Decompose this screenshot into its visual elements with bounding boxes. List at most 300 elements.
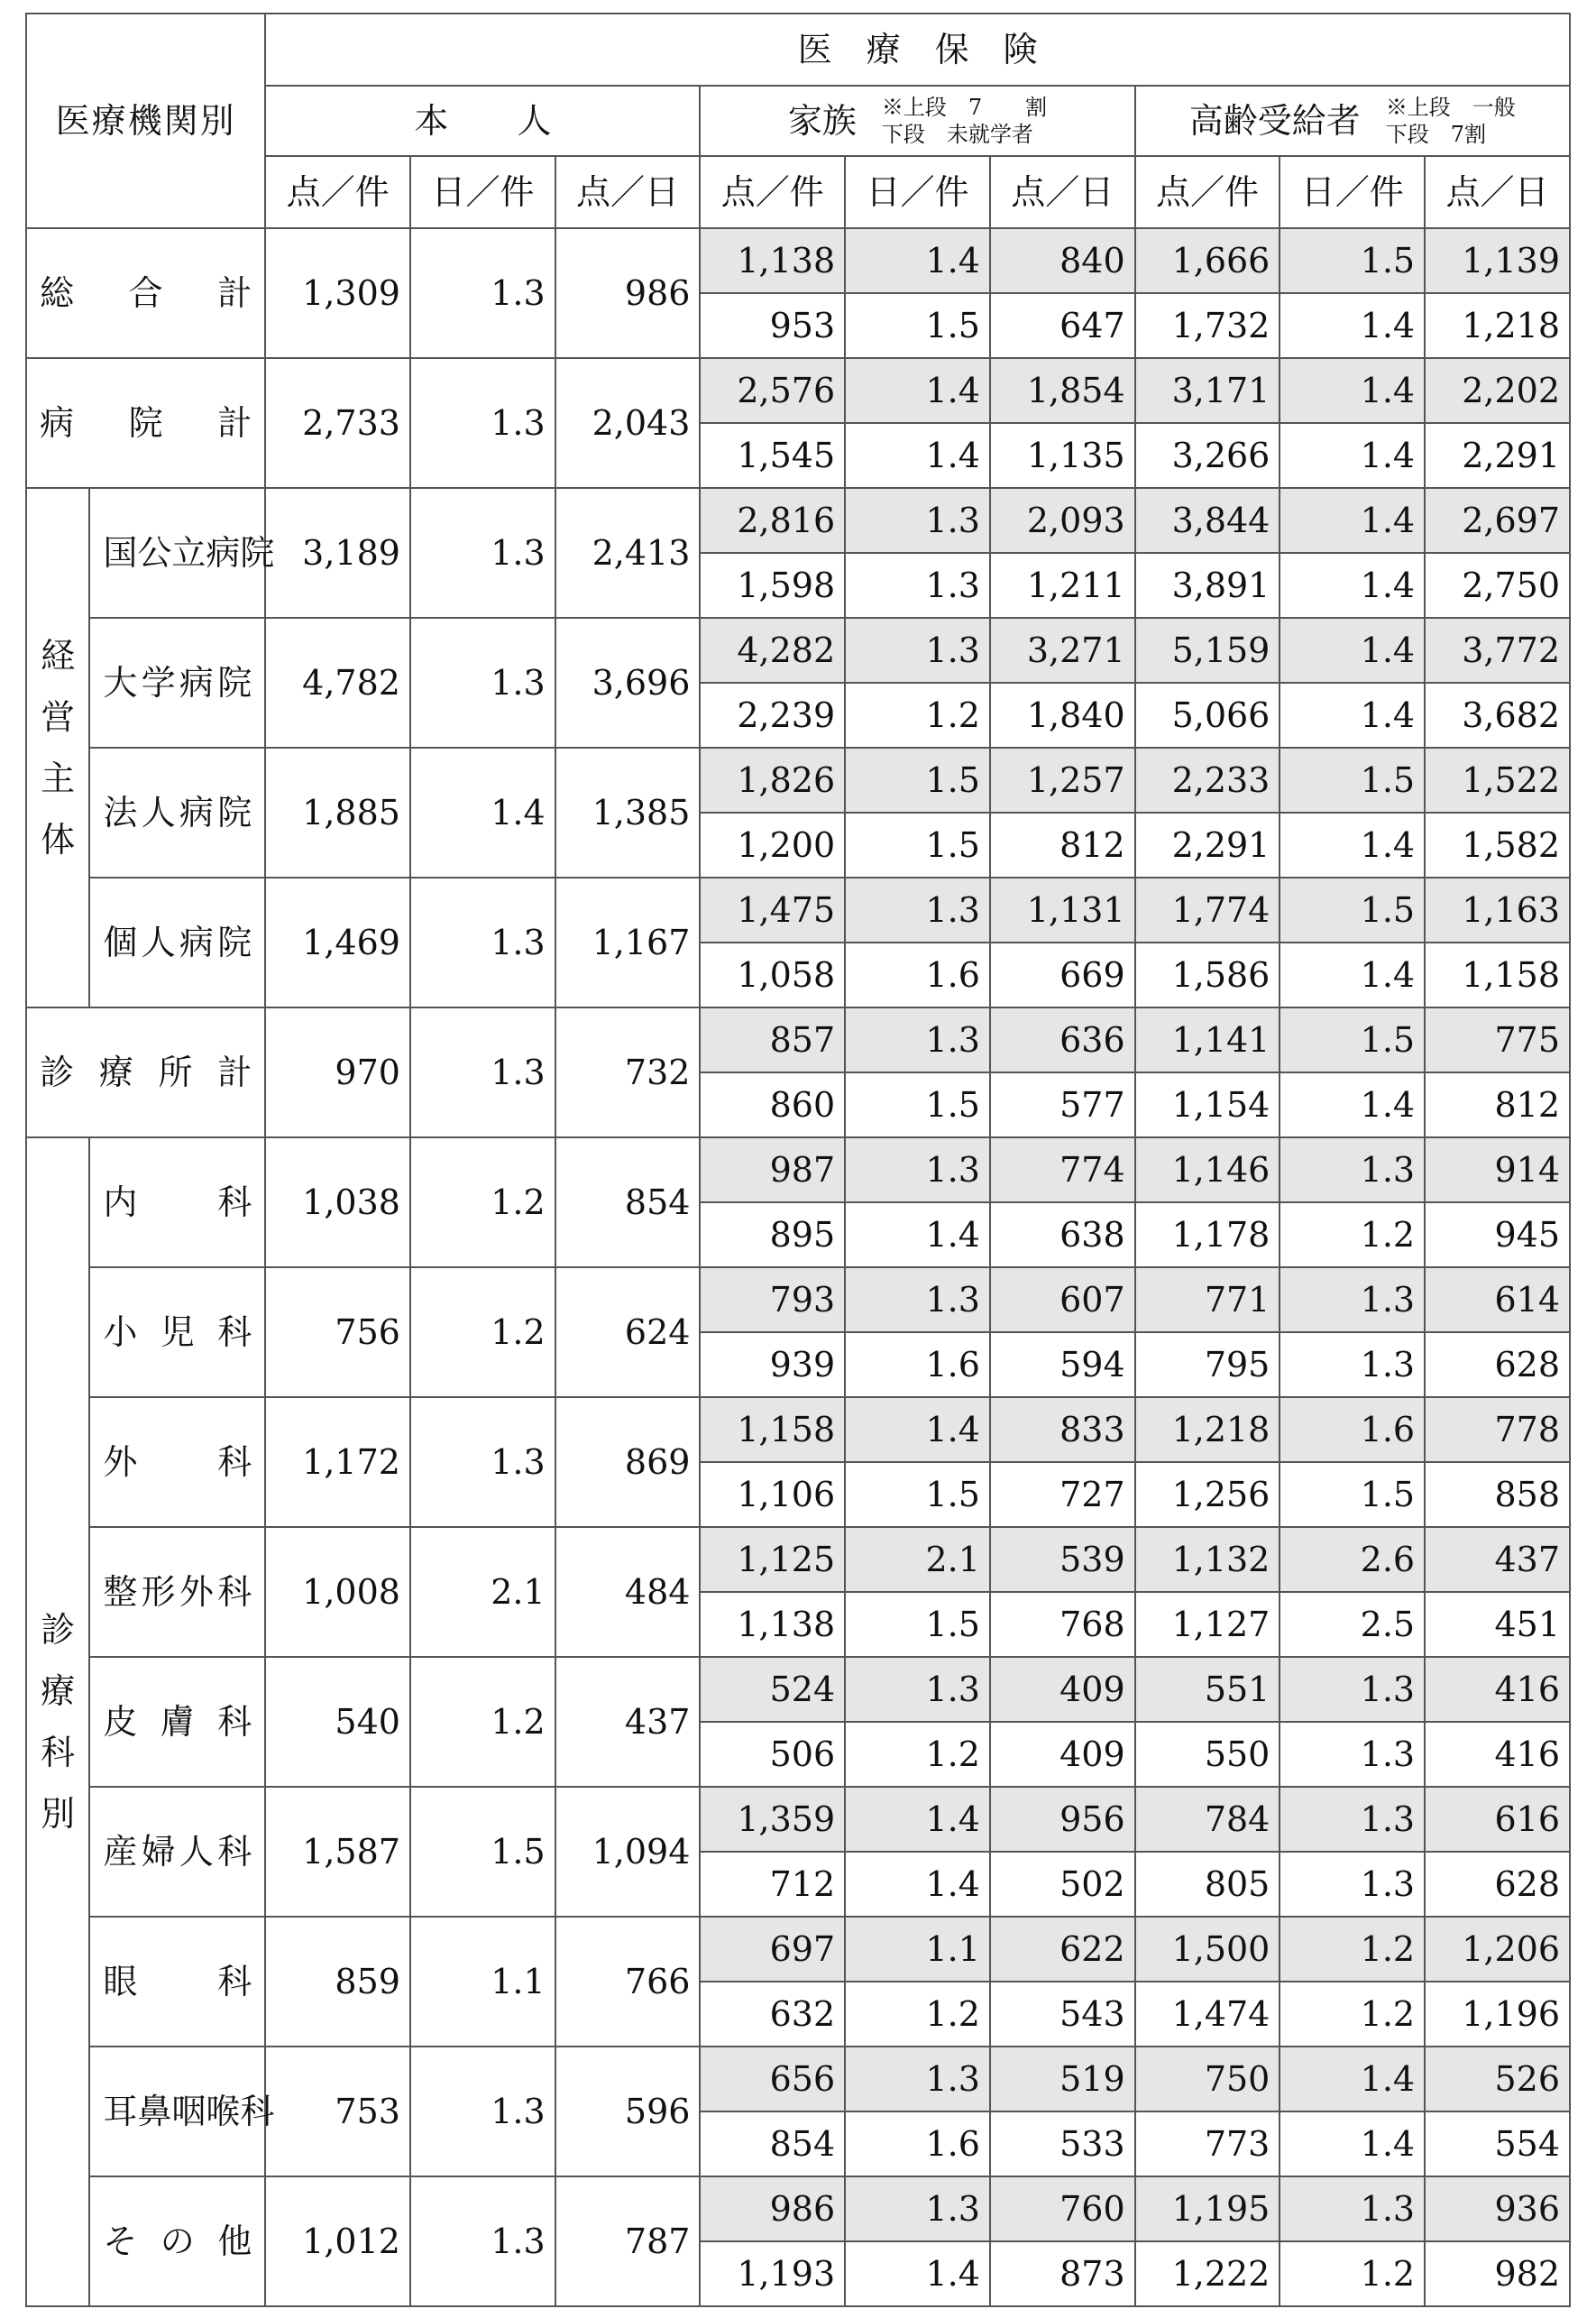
table-row — [26, 1657, 1570, 1722]
korei-bottom-cell: 1,158 — [1425, 943, 1570, 1007]
table-row — [26, 1397, 1570, 1462]
honnin-cell: 1.3 — [410, 2047, 555, 2176]
kazoku-top-cell: 1.1 — [845, 1917, 990, 1982]
kazoku-bottom-cell: 1,840 — [990, 683, 1135, 748]
korei-top-cell: 616 — [1425, 1787, 1570, 1852]
kazoku-bottom-cell: 768 — [990, 1592, 1135, 1657]
korei-top-cell: 1,163 — [1425, 878, 1570, 943]
kazoku-top-cell: 760 — [990, 2176, 1135, 2241]
kazoku-top-cell: 1.4 — [845, 228, 990, 293]
row-label-cell — [89, 2047, 275, 2176]
row-label: 外 科 — [103, 1442, 252, 1482]
kazoku-header — [700, 86, 1134, 156]
korei-bottom-cell: 1.4 — [1280, 1072, 1425, 1137]
honnin-cell: 1,309 — [265, 228, 410, 358]
row-label: 小 児 科 — [103, 1312, 252, 1352]
korei-top-cell: 1,522 — [1425, 748, 1570, 813]
row-label-cell — [89, 748, 265, 878]
kazoku-bottom-cell: 647 — [990, 293, 1135, 358]
korei-bottom-cell: 945 — [1425, 1202, 1570, 1267]
table-row — [26, 1007, 1570, 1072]
kazoku-bottom-cell: 1.5 — [845, 293, 990, 358]
table-row — [26, 358, 1570, 423]
korei-top-cell: 1.3 — [1280, 1267, 1425, 1332]
kazoku-top-cell: 539 — [990, 1527, 1135, 1592]
kazoku-top-cell: 793 — [700, 1267, 845, 1332]
korei-top-cell: 914 — [1425, 1137, 1570, 1202]
korei-top-cell: 750 — [1135, 2047, 1280, 2111]
kazoku-top-cell: 2.1 — [845, 1527, 990, 1592]
table-row — [26, 748, 1570, 813]
korei-top-cell: 1.4 — [1280, 2047, 1425, 2111]
honnin-header — [265, 86, 700, 156]
row-label-cell — [26, 358, 265, 488]
honnin-cell: 1.3 — [410, 358, 555, 488]
honnin-cell: 1,094 — [555, 1787, 701, 1917]
korei-top-cell: 1.4 — [1280, 358, 1425, 423]
korei-top-cell: 936 — [1425, 2176, 1570, 2241]
unit-header-cell: 点／日 — [990, 156, 1135, 228]
korei-top-cell: 1.3 — [1280, 1137, 1425, 1202]
kazoku-top-cell: 524 — [700, 1657, 845, 1722]
unit-header-cell: 日／件 — [1280, 156, 1425, 228]
korei-top-cell: 784 — [1135, 1787, 1280, 1852]
korei-note-bottom: 下段 7割 — [1385, 122, 1487, 147]
kazoku-top-cell: 986 — [700, 2176, 845, 2241]
unit-header-cell: 点／件 — [265, 156, 410, 228]
kazoku-top-cell: 1,257 — [990, 748, 1135, 813]
unit-header-cell: 点／件 — [1135, 156, 1280, 228]
korei-top-cell: 1.3 — [1280, 1787, 1425, 1852]
kazoku-bottom-cell: 1.5 — [845, 1592, 990, 1657]
keiei-group-label — [26, 488, 89, 1007]
honnin-cell: 1,172 — [265, 1397, 410, 1527]
row-label-header-text: 医療機関別 — [55, 101, 236, 141]
kazoku-top-cell: 3,271 — [990, 618, 1135, 683]
kazoku-bottom-cell: 1.2 — [845, 1982, 990, 2047]
row-label: 皮 膚 科 — [103, 1702, 252, 1742]
honnin-cell: 732 — [555, 1007, 701, 1137]
kazoku-top-cell: 840 — [990, 228, 1135, 293]
kazoku-top-cell: 1.4 — [845, 358, 990, 423]
korei-bottom-cell: 1.2 — [1280, 1982, 1425, 2047]
row-label-cell — [89, 1657, 265, 1787]
korei-bottom-cell: 1.4 — [1280, 683, 1425, 748]
kazoku-bottom-cell: 669 — [990, 943, 1135, 1007]
kazoku-top-cell: 1,475 — [700, 878, 845, 943]
row-label: 産 婦 人 科 — [103, 1832, 252, 1872]
korei-bottom-cell: 1.4 — [1280, 553, 1425, 618]
kazoku-top-cell: 1,158 — [700, 1397, 845, 1462]
row-label-cell — [89, 1527, 265, 1657]
kazoku-bottom-cell: 533 — [990, 2111, 1135, 2176]
honnin-cell: 970 — [265, 1007, 410, 1137]
insurance-header — [265, 14, 1570, 86]
kazoku-bottom-cell: 1,193 — [700, 2241, 845, 2306]
kazoku-top-cell: 2,093 — [990, 488, 1135, 553]
korei-top-cell: 1,218 — [1135, 1397, 1280, 1462]
kazoku-bottom-cell: 1.2 — [845, 1722, 990, 1787]
korei-top-cell: 1,132 — [1135, 1527, 1280, 1592]
korei-bottom-cell: 1.3 — [1280, 1852, 1425, 1917]
korei-top-cell: 1,206 — [1425, 1917, 1570, 1982]
table-row — [26, 2047, 1570, 2111]
korei-top-cell: 1,139 — [1425, 228, 1570, 293]
kazoku-bottom-cell: 1.4 — [845, 1202, 990, 1267]
row-label-cell — [89, 488, 275, 618]
kazoku-bottom-cell: 895 — [700, 1202, 845, 1267]
kazoku-top-cell: 656 — [700, 2047, 845, 2111]
korei-bottom-cell: 1,582 — [1425, 813, 1570, 878]
korei-top-cell: 1.5 — [1280, 228, 1425, 293]
korei-top-cell: 771 — [1135, 1267, 1280, 1332]
table-row — [26, 1137, 1570, 1202]
korei-top-cell: 1.5 — [1280, 878, 1425, 943]
korei-bottom-cell: 628 — [1425, 1332, 1570, 1397]
honnin-cell: 1.2 — [410, 1137, 555, 1267]
kazoku-bottom-cell: 1.6 — [845, 943, 990, 1007]
honnin-cell: 1.3 — [410, 1397, 555, 1527]
korei-top-cell: 614 — [1425, 1267, 1570, 1332]
kazoku-bottom-cell: 1,598 — [700, 553, 845, 618]
table-row — [26, 618, 1570, 683]
kazoku-bottom-cell: 1.5 — [845, 1462, 990, 1527]
korei-bottom-cell: 1.2 — [1280, 2241, 1425, 2306]
korei-header — [1135, 86, 1570, 156]
shinryo-group-label — [26, 1137, 89, 2306]
kazoku-top-cell: 1.3 — [845, 1137, 990, 1202]
row-label-cell — [89, 1397, 265, 1527]
kazoku-top-cell: 4,282 — [700, 618, 845, 683]
honnin-cell: 787 — [555, 2176, 701, 2306]
korei-top-cell: 1.5 — [1280, 748, 1425, 813]
kazoku-bottom-cell: 953 — [700, 293, 845, 358]
honnin-cell: 3,189 — [265, 488, 410, 618]
kazoku-top-cell: 1,359 — [700, 1787, 845, 1852]
korei-top-cell: 2,233 — [1135, 748, 1280, 813]
row-label: 耳 鼻 咽 喉 科 — [103, 2092, 275, 2131]
statistics-sheet — [25, 13, 1571, 2295]
row-label: 眼 科 — [103, 1962, 252, 2001]
row-label: そ の 他 — [103, 2222, 252, 2261]
korei-bottom-cell: 1.4 — [1280, 2111, 1425, 2176]
korei-top-cell: 1.5 — [1280, 1007, 1425, 1072]
korei-top-cell: 1.3 — [1280, 1657, 1425, 1722]
korei-top-cell: 3,844 — [1135, 488, 1280, 553]
kazoku-note-bottom: 下段 未就学者 — [881, 122, 1033, 147]
kazoku-bottom-cell: 1.4 — [845, 1852, 990, 1917]
honnin-cell: 437 — [555, 1657, 701, 1787]
honnin-cell: 854 — [555, 1137, 701, 1267]
kazoku-bottom-cell: 1.6 — [845, 2111, 990, 2176]
kazoku-top-cell: 1.3 — [845, 2047, 990, 2111]
unit-header-cell: 点／日 — [1425, 156, 1570, 228]
row-label: 個 人 病 院 — [103, 923, 252, 962]
kazoku-top-cell: 1.3 — [845, 618, 990, 683]
korei-top-cell: 1,195 — [1135, 2176, 1280, 2241]
korei-bottom-cell: 1,218 — [1425, 293, 1570, 358]
honnin-cell: 484 — [555, 1527, 701, 1657]
table-row — [26, 1267, 1570, 1332]
honnin-cell: 1.3 — [410, 618, 555, 748]
honnin-cell: 1,469 — [265, 878, 410, 1007]
kazoku-top-cell: 519 — [990, 2047, 1135, 2111]
korei-bottom-cell: 2,291 — [1135, 813, 1280, 878]
kazoku-bottom-cell: 543 — [990, 1982, 1135, 2047]
shinryo-group-char: 療 — [41, 1671, 76, 1711]
korei-bottom-cell: 1.3 — [1280, 1332, 1425, 1397]
korei-top-cell: 1.4 — [1280, 488, 1425, 553]
honnin-cell: 1.4 — [410, 748, 555, 878]
kazoku-top-cell: 2,816 — [700, 488, 845, 553]
korei-bottom-cell: 773 — [1135, 2111, 1280, 2176]
row-label-cell — [89, 618, 265, 748]
kazoku-bottom-cell: 1.5 — [845, 1072, 990, 1137]
unit-header-cell: 日／件 — [410, 156, 555, 228]
honnin-cell: 1,587 — [265, 1787, 410, 1917]
kazoku-top-cell: 1.3 — [845, 878, 990, 943]
kazoku-bottom-cell: 502 — [990, 1852, 1135, 1917]
insurance-header-text: 医 療 保 険 — [797, 30, 1038, 69]
kazoku-top-cell: 622 — [990, 1917, 1135, 1982]
honnin-cell: 859 — [265, 1917, 410, 2047]
kazoku-top-cell: 697 — [700, 1917, 845, 1982]
kazoku-top-cell: 1,826 — [700, 748, 845, 813]
korei-bottom-cell: 554 — [1425, 2111, 1570, 2176]
korei-top-cell: 416 — [1425, 1657, 1570, 1722]
kazoku-header-text: 家族 — [787, 101, 857, 141]
honnin-cell: 1.3 — [410, 1007, 555, 1137]
korei-bottom-cell: 1,222 — [1135, 2241, 1280, 2306]
row-label-cell — [89, 1137, 265, 1267]
row-label: 大 学 病 院 — [103, 663, 252, 703]
row-label-cell — [89, 1917, 265, 2047]
kazoku-bottom-cell: 1,106 — [700, 1462, 845, 1527]
keiei-group-char: 経 — [41, 636, 76, 676]
korei-top-cell: 437 — [1425, 1527, 1570, 1592]
kazoku-bottom-cell: 1,058 — [700, 943, 845, 1007]
kazoku-top-cell: 1,854 — [990, 358, 1135, 423]
row-label: 整 形 外 科 — [103, 1572, 252, 1612]
honnin-cell: 753 — [265, 2047, 410, 2176]
kazoku-bottom-cell: 409 — [990, 1722, 1135, 1787]
korei-top-cell: 1.3 — [1280, 2176, 1425, 2241]
honnin-cell: 2.1 — [410, 1527, 555, 1657]
honnin-cell: 869 — [555, 1397, 701, 1527]
table-row — [26, 1527, 1570, 1592]
korei-bottom-cell: 805 — [1135, 1852, 1280, 1917]
honnin-cell: 1.2 — [410, 1267, 555, 1397]
kazoku-bottom-cell: 577 — [990, 1072, 1135, 1137]
korei-bottom-cell: 1.4 — [1280, 813, 1425, 878]
unit-header-cell: 点／件 — [700, 156, 845, 228]
kazoku-top-cell: 1.4 — [845, 1787, 990, 1852]
korei-top-cell: 1,500 — [1135, 1917, 1280, 1982]
kazoku-bottom-cell: 812 — [990, 813, 1135, 878]
unit-header-cell: 点／日 — [555, 156, 701, 228]
korei-top-cell: 1,141 — [1135, 1007, 1280, 1072]
korei-header-text: 高齢受給者 — [1188, 101, 1361, 141]
kazoku-top-cell: 774 — [990, 1137, 1135, 1202]
kazoku-top-cell: 607 — [990, 1267, 1135, 1332]
kazoku-top-cell: 1.5 — [845, 748, 990, 813]
korei-bottom-cell: 1.4 — [1280, 943, 1425, 1007]
honnin-cell: 1,038 — [265, 1137, 410, 1267]
row-label-header — [26, 14, 265, 228]
kazoku-bottom-cell: 854 — [700, 2111, 845, 2176]
korei-top-cell: 778 — [1425, 1397, 1570, 1462]
kazoku-top-cell: 1,125 — [700, 1527, 845, 1592]
shinryo-group-char: 科 — [41, 1733, 76, 1772]
table-row — [26, 228, 1570, 293]
korei-top-cell: 1,146 — [1135, 1137, 1280, 1202]
korei-bottom-cell: 1,196 — [1425, 1982, 1570, 2047]
honnin-cell: 1,385 — [555, 748, 701, 878]
row-label: 法 人 病 院 — [103, 793, 252, 833]
korei-bottom-cell: 1.3 — [1280, 1722, 1425, 1787]
row-label-cell — [89, 878, 265, 1007]
kazoku-bottom-cell: 1.6 — [845, 1332, 990, 1397]
korei-bottom-cell: 2.5 — [1280, 1592, 1425, 1657]
korei-bottom-cell: 1,474 — [1135, 1982, 1280, 2047]
keiei-group-char: 体 — [41, 820, 76, 860]
honnin-cell: 2,733 — [265, 358, 410, 488]
honnin-cell: 1,885 — [265, 748, 410, 878]
kazoku-top-cell: 636 — [990, 1007, 1135, 1072]
honnin-cell: 1.1 — [410, 1917, 555, 2047]
row-label-cell — [89, 1267, 265, 1397]
kazoku-bottom-cell: 632 — [700, 1982, 845, 2047]
korei-bottom-cell: 812 — [1425, 1072, 1570, 1137]
table-row — [26, 488, 1570, 553]
kazoku-bottom-cell: 2,239 — [700, 683, 845, 748]
korei-top-cell: 1.4 — [1280, 618, 1425, 683]
korei-bottom-cell: 2,291 — [1425, 423, 1570, 488]
honnin-cell: 756 — [265, 1267, 410, 1397]
table-row — [26, 2176, 1570, 2241]
honnin-cell: 1.3 — [410, 488, 555, 618]
korei-bottom-cell: 795 — [1135, 1332, 1280, 1397]
row-label: 病 院 計 — [40, 403, 252, 443]
honnin-cell: 1,008 — [265, 1527, 410, 1657]
honnin-cell: 766 — [555, 1917, 701, 2047]
kazoku-top-cell: 1.3 — [845, 2176, 990, 2241]
kazoku-bottom-cell: 1.4 — [845, 423, 990, 488]
kazoku-bottom-cell: 873 — [990, 2241, 1135, 2306]
shinryo-group-char: 別 — [41, 1794, 76, 1834]
honnin-cell: 1,167 — [555, 878, 701, 1007]
korei-bottom-cell: 451 — [1425, 1592, 1570, 1657]
honnin-cell: 1.3 — [410, 878, 555, 1007]
kazoku-bottom-cell: 594 — [990, 1332, 1135, 1397]
korei-bottom-cell: 3,682 — [1425, 683, 1570, 748]
honnin-cell: 3,696 — [555, 618, 701, 748]
kazoku-bottom-cell: 939 — [700, 1332, 845, 1397]
korei-note-top: ※上段 一般 — [1385, 95, 1516, 120]
honnin-cell: 1.2 — [410, 1657, 555, 1787]
table-row — [26, 1787, 1570, 1852]
honnin-cell: 1,012 — [265, 2176, 410, 2306]
kazoku-bottom-cell: 712 — [700, 1852, 845, 1917]
korei-top-cell: 2,202 — [1425, 358, 1570, 423]
korei-bottom-cell: 1,178 — [1135, 1202, 1280, 1267]
kazoku-bottom-cell: 860 — [700, 1072, 845, 1137]
kazoku-top-cell: 409 — [990, 1657, 1135, 1722]
kazoku-bottom-cell: 638 — [990, 1202, 1135, 1267]
honnin-cell: 596 — [555, 2047, 701, 2176]
korei-bottom-cell: 1,732 — [1135, 293, 1280, 358]
korei-bottom-cell: 2,750 — [1425, 553, 1570, 618]
kazoku-top-cell: 857 — [700, 1007, 845, 1072]
korei-top-cell: 1.2 — [1280, 1917, 1425, 1982]
kazoku-note-top: ※上段 7 割 — [881, 95, 1048, 120]
kazoku-top-cell: 1.3 — [845, 1657, 990, 1722]
korei-top-cell: 2.6 — [1280, 1527, 1425, 1592]
kazoku-top-cell: 987 — [700, 1137, 845, 1202]
korei-bottom-cell: 1,586 — [1135, 943, 1280, 1007]
keiei-group-char: 営 — [41, 697, 76, 737]
honnin-cell: 1.5 — [410, 1787, 555, 1917]
kazoku-bottom-cell: 1.2 — [845, 683, 990, 748]
honnin-cell: 4,782 — [265, 618, 410, 748]
kazoku-top-cell: 1.3 — [845, 1007, 990, 1072]
kazoku-bottom-cell: 1.5 — [845, 813, 990, 878]
row-label-cell — [26, 228, 265, 358]
korei-bottom-cell: 858 — [1425, 1462, 1570, 1527]
kazoku-bottom-cell: 1,211 — [990, 553, 1135, 618]
honnin-cell: 540 — [265, 1657, 410, 1787]
korei-bottom-cell: 416 — [1425, 1722, 1570, 1787]
honnin-cell: 2,043 — [555, 358, 701, 488]
korei-bottom-cell: 1.2 — [1280, 1202, 1425, 1267]
honnin-cell: 1.3 — [410, 2176, 555, 2306]
kazoku-top-cell: 1,138 — [700, 228, 845, 293]
honnin-cell: 2,413 — [555, 488, 701, 618]
korei-top-cell: 3,772 — [1425, 618, 1570, 683]
shinryo-group-char: 診 — [41, 1610, 76, 1650]
korei-top-cell: 1,666 — [1135, 228, 1280, 293]
korei-bottom-cell: 1.4 — [1280, 293, 1425, 358]
korei-top-cell: 3,171 — [1135, 358, 1280, 423]
kazoku-top-cell: 1.4 — [845, 1397, 990, 1462]
korei-top-cell: 1.6 — [1280, 1397, 1425, 1462]
korei-bottom-cell: 1,154 — [1135, 1072, 1280, 1137]
row-label-cell — [89, 1787, 265, 1917]
korei-top-cell: 1,774 — [1135, 878, 1280, 943]
kazoku-top-cell: 1,131 — [990, 878, 1135, 943]
korei-top-cell: 2,697 — [1425, 488, 1570, 553]
table-row — [26, 1917, 1570, 1982]
korei-bottom-cell: 982 — [1425, 2241, 1570, 2306]
kazoku-top-cell: 1.3 — [845, 1267, 990, 1332]
kazoku-bottom-cell: 1,200 — [700, 813, 845, 878]
korei-top-cell: 526 — [1425, 2047, 1570, 2111]
honnin-cell: 624 — [555, 1267, 701, 1397]
kazoku-top-cell: 2,576 — [700, 358, 845, 423]
honnin-cell: 1.3 — [410, 228, 555, 358]
korei-top-cell: 775 — [1425, 1007, 1570, 1072]
row-label: 国 公 立 病 院 — [103, 533, 275, 573]
korei-bottom-cell: 1,127 — [1135, 1592, 1280, 1657]
row-label-cell — [26, 1007, 265, 1137]
kazoku-bottom-cell: 1.3 — [845, 553, 990, 618]
korei-bottom-cell: 3,891 — [1135, 553, 1280, 618]
kazoku-bottom-cell: 1.4 — [845, 2241, 990, 2306]
kazoku-bottom-cell: 1,138 — [700, 1592, 845, 1657]
kazoku-bottom-cell: 1,135 — [990, 423, 1135, 488]
kazoku-top-cell: 1.3 — [845, 488, 990, 553]
kazoku-bottom-cell: 1,545 — [700, 423, 845, 488]
